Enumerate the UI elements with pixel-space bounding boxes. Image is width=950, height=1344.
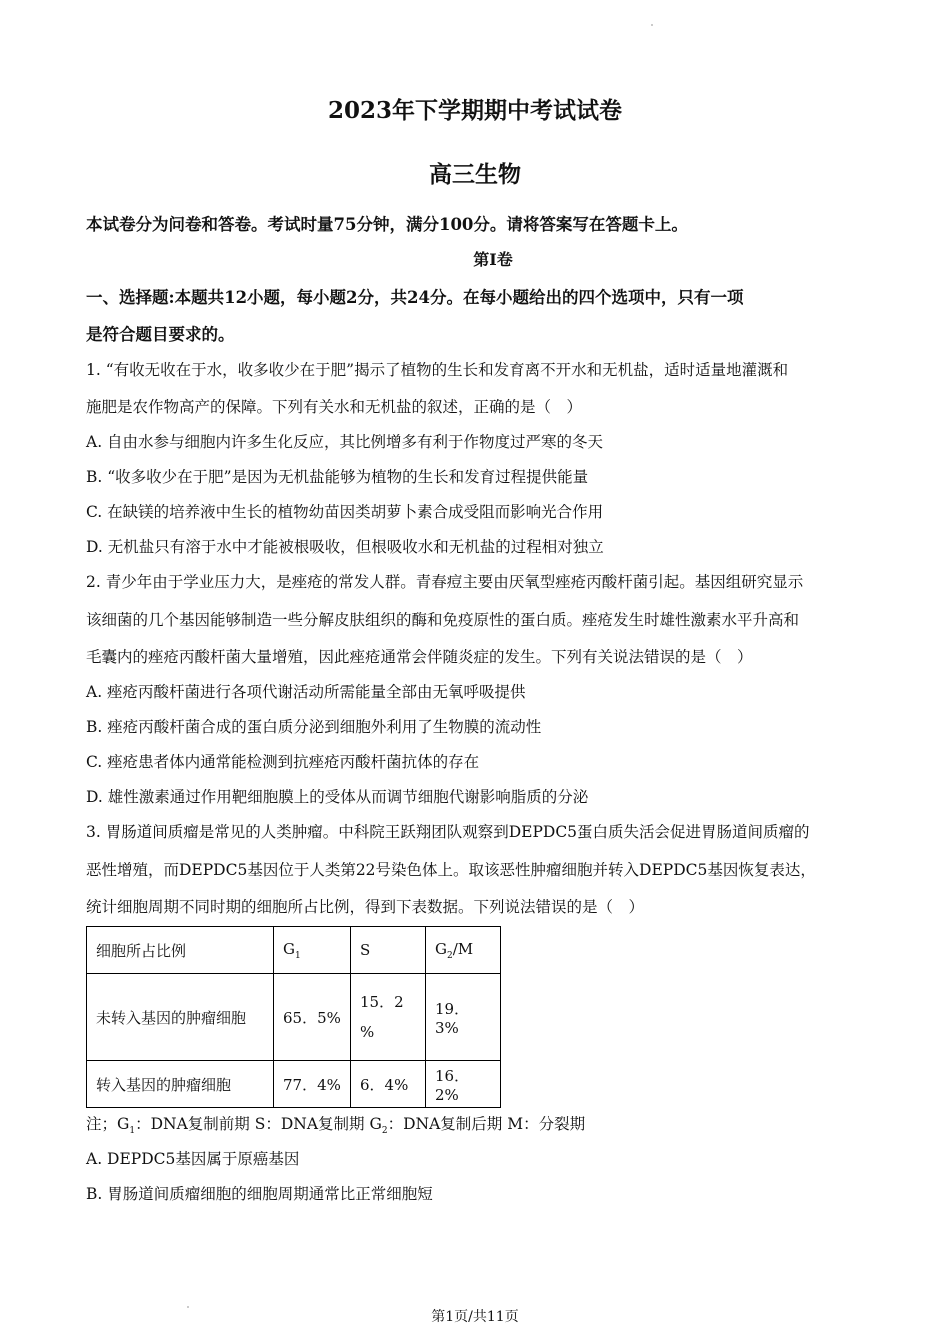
table-cell: 转入基因的肿瘤细胞 [87, 1061, 274, 1108]
g-letter: G [283, 939, 295, 958]
q1-stem-line2: 施肥是农作物高产的保障。下列有关水和无机盐的叙述，正确的是（ ） [86, 398, 583, 416]
table-header-cell-g2m [426, 927, 501, 974]
q2-option-a: A. 痤疮丙酸杆菌进行各项代谢活动所需能量全部由无氧呼吸提供 [86, 683, 526, 701]
note-part: 注；G [86, 1115, 130, 1133]
q3-stem-line1: 3. 胃肠道间质瘤是常见的人类肿瘤。中科院王跃翔团队观察到DEPDC5蛋白质失活会促进胃肠道间质瘤的 [86, 823, 810, 841]
q1-option-c: C. 在缺镁的培养液中生长的植物幼苗因类胡萝卜素合成受阻而影响光合作用 [86, 503, 604, 521]
q1-option-b: B. “收多收少在于肥”是因为无机盐能够为植物的生长和发育过程提供能量 [86, 468, 589, 486]
q3-option-a: A. DEPDC5基因属于原癌基因 [86, 1150, 300, 1168]
subscript: 1 [294, 950, 301, 961]
q2-stem-line2: 该细菌的几个基因能够制造一些分解皮肤组织的酶和免疫原性的蛋白质。痤疮发生时雄性激素水平升高和 [86, 611, 800, 629]
table-cell: 65．5% [274, 974, 351, 1061]
table-note [86, 1112, 585, 1136]
cell-cycle-table [86, 926, 501, 1108]
table-cell: 19．3% [426, 974, 501, 1061]
note-part: ：DNA复制前期 S：DNA复制期 G [135, 1115, 382, 1133]
instructions: 本试卷分为问卷和答卷。考试时量75分钟，满分100分。请将答案写在答题卡上。 [86, 215, 688, 234]
g-letter: G [435, 939, 447, 958]
note-part: ：DNA复制后期 M：分裂期 [387, 1115, 586, 1133]
table-cell: 77．4% [274, 1061, 351, 1108]
q2-option-d: D. 雄性激素通过作用靶细胞膜上的受体从而调节细胞代谢影响脂质的分泌 [86, 788, 589, 806]
exam-title: 2023年下学期期中考试试卷 [327, 97, 622, 124]
q3-stem-line3: 统计细胞周期不同时期的细胞所占比例，得到下表数据。下列说法错误的是（ ） [86, 898, 645, 916]
subscript: 2 [381, 1126, 388, 1137]
q2-stem-line3: 毛囊内的痤疮丙酸杆菌大量增殖，因此痤疮通常会伴随炎症的发生。下列有关说法错误的是（ ） [86, 648, 753, 666]
table-cell: 未转入基因的肿瘤细胞 [87, 974, 274, 1061]
exam-subtitle: 高三生物 [429, 161, 521, 188]
q1-option-a: A. 自由水参与细胞内许多生化反应，其比例增多有利于作物度过严寒的冬天 [86, 433, 604, 451]
section-heading-line2: 是符合题目要求的。 [86, 325, 235, 344]
page-footer: 第1页/共11页 [431, 1309, 519, 1325]
subscript: 1 [129, 1126, 136, 1137]
scan-dot [651, 24, 653, 26]
table-cell: 16．2% [426, 1061, 501, 1108]
section-heading-line1: 一、选择题:本题共12小题，每小题2分，共24分。在每小题给出的四个选项中，只有一项 [86, 288, 744, 307]
part-label: 第I卷 [473, 250, 513, 269]
table-header-row [87, 927, 501, 974]
table-row [87, 1061, 501, 1108]
q3-stem-line2: 恶性增殖，而DEPDC5基因位于人类第22号染色体上。取该恶性肿瘤细胞并转入DEPDC5基因恢复表达， [86, 861, 816, 879]
q2-option-c: C. 痤疮患者体内通常能检测到抗痤疮丙酸杆菌抗体的存在 [86, 753, 480, 771]
table-header-cell-s: S [351, 927, 426, 974]
table-cell: 15．2 % [351, 974, 426, 1061]
q2-stem-line1: 2. 青少年由于学业压力大，是痤疮的常发人群。青春痘主要由厌氧型痤疮丙酸杆菌引起。基因组研究显示 [86, 573, 804, 591]
q2-option-b: B. 痤疮丙酸杆菌合成的蛋白质分泌到细胞外利用了生物膜的流动性 [86, 718, 542, 736]
table-cell: 6．4% [351, 1061, 426, 1108]
table-header-cell: 细胞所占比例 [87, 927, 274, 974]
q3-option-b: B. 胃肠道间质瘤细胞的细胞周期通常比正常细胞短 [86, 1185, 433, 1203]
m-suffix: /M [452, 939, 474, 958]
q1-option-d: D. 无机盐只有溶于水中才能被根吸收，但根吸收水和无机盐的过程相对独立 [86, 538, 604, 556]
q1-stem-line1: 1. “有收无收在于水，收多收少在于肥”揭示了植物的生长和发育离不开水和无机盐，适时适量地灌溉和 [86, 361, 789, 379]
table-header-cell-g1 [274, 927, 351, 974]
subscript: 2 [446, 950, 453, 961]
table-row [87, 974, 501, 1061]
